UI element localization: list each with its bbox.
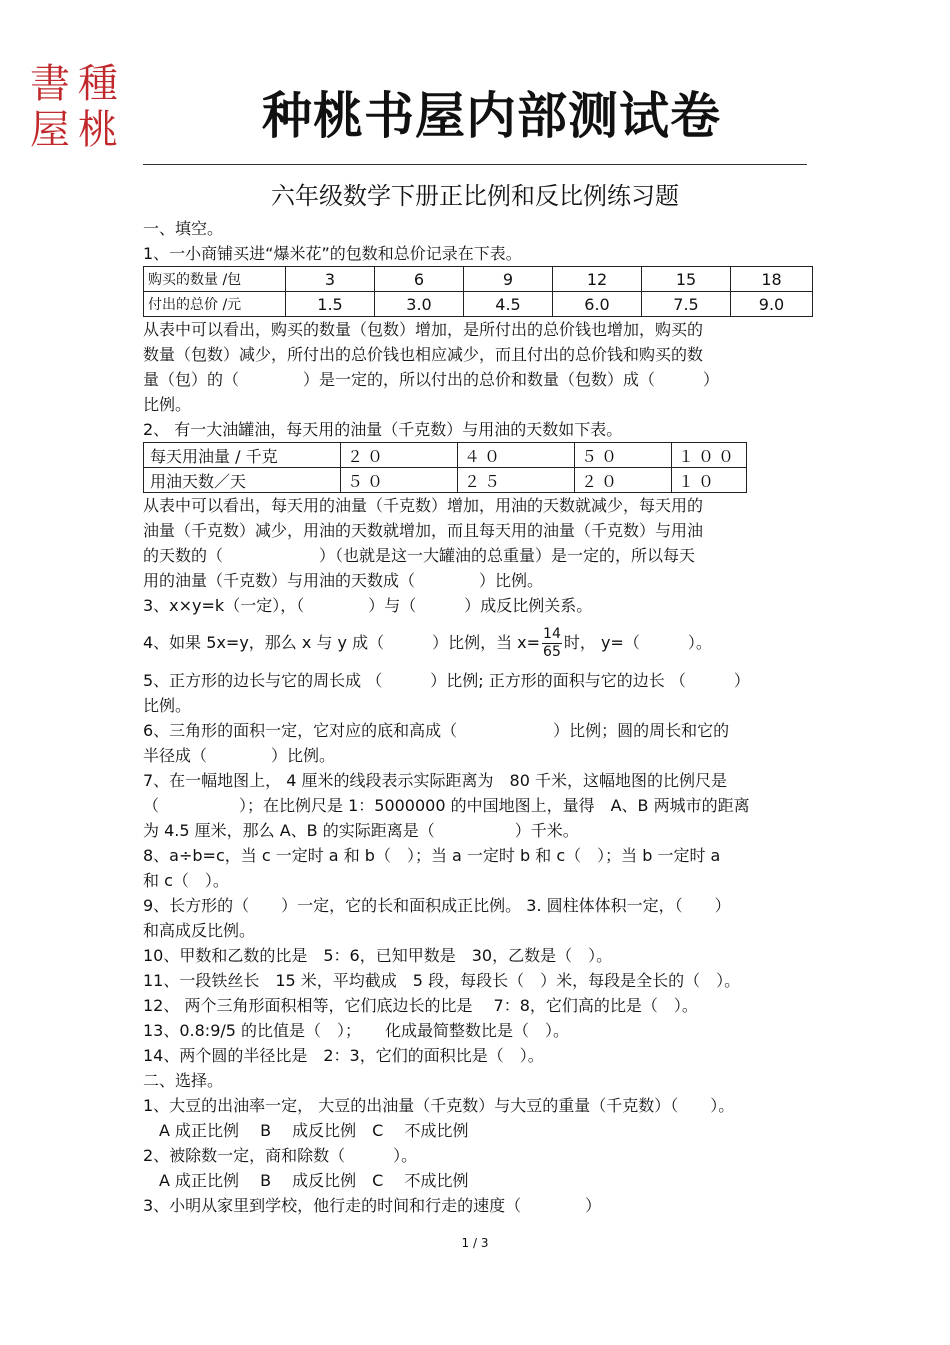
table-cell: 9 — [464, 267, 553, 292]
table-cell: 18 — [731, 267, 813, 292]
question-5: 5、正方形的边长与它的周长成 （ ）比例; 正方形的面积与它的边长 （ ） — [143, 671, 750, 690]
table-row — [144, 267, 813, 292]
text-line: 半径成（ ）比例。 — [143, 746, 336, 765]
question-7: 7、在一幅地图上， 4 厘米的线段表示实际距离为 80 千米，这幅地图的比例尺是 — [143, 771, 727, 790]
q4-text: 时， y=（ ）。 — [563, 633, 712, 652]
table-cell: １０ — [672, 468, 747, 493]
table-cell: 9.0 — [731, 292, 813, 317]
choice-question-3: 3、小明从家里到学校，他行走的时间和行走的速度（ ） — [143, 1196, 602, 1215]
choice-question-1: 1、大豆的出油率一定， 大豆的出油量（千克数）与大豆的重量（千克数）（ ）。 — [143, 1096, 735, 1115]
text-line: 从表中可以看出，每天用的油量（千克数）增加，用油的天数就减少，每天用的 — [143, 496, 704, 515]
text-line: 和 c（ ）。 — [143, 871, 229, 890]
question-10: 10、甲数和乙数的比是 5：6，已知甲数是 30，乙数是（ ）。 — [143, 946, 613, 965]
question-3: 3、x×y=k（一定），（ ）与（ ）成反比例关系。 — [143, 596, 593, 615]
q4-text: 4、如果 5x=y，那么 x 与 y 成（ ）比例，当 x= — [143, 633, 541, 652]
question-4 — [143, 618, 813, 668]
question-2: 2、 有一大油罐油，每天用的油量（千克数）与用油的天数如下表。 — [143, 420, 623, 439]
section-heading: 二、选择。 — [143, 1071, 224, 1090]
worksheet-body — [143, 216, 813, 1218]
table-cell: 每天用油量 / 千克 — [144, 443, 341, 468]
question-9: 9、长方形的（ ）一定，它的长和面积成正比例。 3. 圆柱体体积一定，（ ） — [143, 896, 731, 915]
fraction-numerator: 14 — [543, 626, 561, 642]
table-cell: 6 — [375, 267, 464, 292]
table-row — [144, 292, 813, 317]
section-heading: 一、填空。 — [143, 219, 224, 238]
page-number: 1 / 3 — [461, 1236, 489, 1250]
table-cell: ５０ — [341, 468, 458, 493]
question-6: 6、三角形的面积一定，它对应的底和高成（ ）比例；圆的周长和它的 — [143, 721, 730, 740]
table-cell: 12 — [553, 267, 642, 292]
text-line: 油量（千克数）减少，用油的天数就增加，而且每天用的油量（千克数）与用油 — [143, 521, 704, 540]
text-line: 数量（包数）减少，所付出的总价钱也相应减少，而且付出的总价钱和购买的数 — [143, 345, 704, 364]
page-title: 种桃书屋内部测试卷 — [262, 86, 721, 145]
table-cell: 购买的数量 /包 — [144, 267, 286, 292]
text-line: 的天数的（ ）（也就是这一大罐油的总重量）是一定的，所以每天 — [143, 546, 696, 565]
table-row — [144, 468, 747, 493]
choice-options: A 成正比例 B 成反比例 C 不成比例 — [143, 1171, 469, 1190]
question-13: 13、0.8:9/5 的比值是（ ）； 化成最简整数比是（ ）。 — [143, 1021, 570, 1040]
choice-options: A 成正比例 B 成反比例 C 不成比例 — [143, 1121, 469, 1140]
table-cell: 3 — [286, 267, 375, 292]
worksheet-subtitle: 六年级数学下册正比例和反比例练习题 — [271, 182, 679, 210]
popcorn-table — [143, 266, 813, 317]
table-cell: 7.5 — [642, 292, 731, 317]
fraction — [542, 626, 562, 661]
logo-char: 種 — [78, 61, 118, 107]
text-line: 和高成反比例。 — [143, 921, 256, 940]
table-cell: ２５ — [458, 468, 575, 493]
table-cell: １００ — [672, 443, 747, 468]
table-cell: 用油天数／天 — [144, 468, 341, 493]
table-cell: 4.5 — [464, 292, 553, 317]
table-cell: ２０ — [575, 468, 672, 493]
text-line: 量（包）的（ ）是一定的，所以付出的总价和数量（包数）成（ ） — [143, 370, 720, 389]
question-8: 8、a÷b=c，当 c 一定时 a 和 b（ ）；当 a 一定时 b 和 c（ ）；当 b 一定时 a — [143, 846, 721, 865]
table-row — [144, 443, 747, 468]
logo-char: 屋 — [30, 107, 70, 153]
text-line: 用的油量（千克数）与用油的天数成（ ）比例。 — [143, 571, 544, 590]
logo — [28, 62, 128, 154]
question-14: 14、两个圆的半径比是 2：3，它们的面积比是（ ）。 — [143, 1046, 544, 1065]
oil-table — [143, 442, 747, 493]
table-cell: 15 — [642, 267, 731, 292]
table-cell: 1.5 — [286, 292, 375, 317]
text-line: 从表中可以看出，购买的数量（包数）增加，是所付出的总价钱也增加，购买的 — [143, 320, 704, 339]
logo-char: 桃 — [78, 107, 118, 153]
text-line: 比例。 — [143, 696, 192, 715]
text-line: 为 4.5 厘米，那么 A、B 的实际距离是（ ）千米。 — [143, 821, 579, 840]
question-11: 11、一段铁丝长 15 米，平均截成 5 段，每段长（ ）米，每段是全长的（ ）。 — [143, 971, 741, 990]
table-cell: ２０ — [341, 443, 458, 468]
table-cell: ５０ — [575, 443, 672, 468]
table-cell: 6.0 — [553, 292, 642, 317]
table-cell: ４０ — [458, 443, 575, 468]
text-line: （ ）；在比例尺是 1：5000000 的中国地图上，量得 A、B 两城市的距离 — [143, 796, 750, 815]
divider — [143, 164, 807, 165]
text-line: 比例。 — [143, 395, 192, 414]
fraction-denominator: 65 — [543, 644, 561, 660]
question-12: 12、 两个三角形面积相等，它们底边长的比是 7：8，它们高的比是（ ）。 — [143, 996, 698, 1015]
table-cell: 付出的总价 /元 — [144, 292, 286, 317]
choice-question-2: 2、被除数一定，商和除数（ ）。 — [143, 1146, 418, 1165]
question-1: 1、一小商铺买进“爆米花”的包数和总价记录在下表。 — [143, 244, 522, 263]
logo-char: 書 — [30, 61, 70, 107]
table-cell: 3.0 — [375, 292, 464, 317]
